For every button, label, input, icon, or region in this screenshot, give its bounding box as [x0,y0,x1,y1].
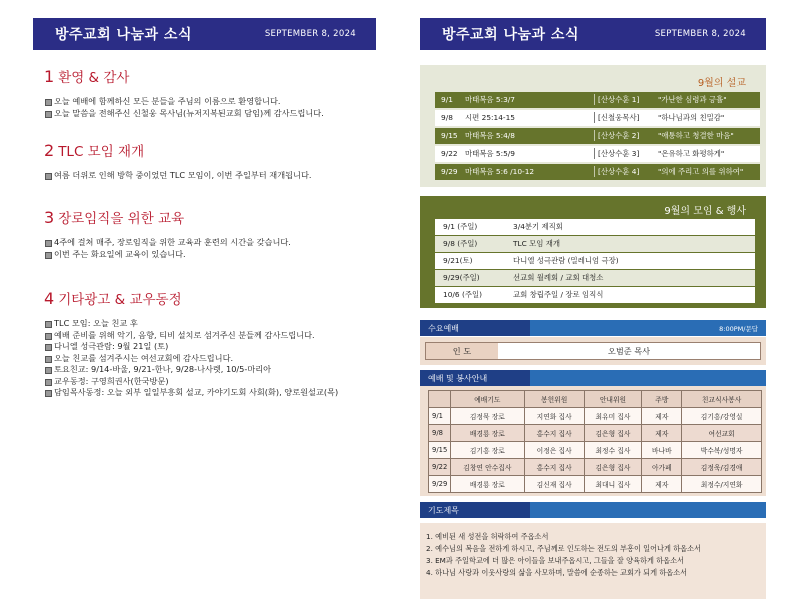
sermon-row: 9/15 마태복음 5:4/8 [산상수훈 2] "애통하고 청결한 마음" [435,128,760,144]
page-title: 방주교회 나눔과 소식 [55,27,192,43]
event-row: 9/8 (주일) TLC 모임 재개 [435,236,755,252]
sermon-row: 9/1 마태복음 5:3/7 [산상수훈 1] "가난한 심령과 긍휼" [435,92,760,108]
column-header: 예배기도 [450,391,524,408]
service-time: 8:00PM/문답 [719,324,758,333]
prayer-label: 기도제목 [420,502,530,518]
bullet-item: 여름 더위로 인해 방학 중이었던 TLC 모임이, 이번 주일부터 재개됩니다. [44,170,374,182]
table-row: 9/15 김기흥 장로 이정은 집사 최정수 집사 바나바 박수복/성명자 [429,442,762,459]
sermon-row: 9/29 마태복음 5:6 /10-12 [산상수훈 4] "의에 주리고 의를 위하여" [435,164,760,180]
events-schedule [420,196,766,308]
prayer-box [420,523,766,599]
page-date: SEPTEMBER 8, 2024 [264,29,356,39]
header-bar-right [420,18,766,50]
serving-header [420,370,766,386]
bullet-item: 오늘 친교를 섬겨주시는 여선교회에 감사드립니다. [44,353,374,365]
table-row: 9/8 배경룡 장로 홍수지 집사 김은형 집사 제자 여선교회 [429,425,762,442]
sermon-row: 9/22 마태복음 5:5/9 [산상수훈 3] "온유하고 화평하게" [435,146,760,162]
column-header [429,391,451,408]
sermon-row: 9/8 시편 25:14-15 [신철웅목사] "하나님과의 친밀감" [435,110,760,126]
section-elder-training [44,207,374,260]
column-header: 주방 [642,391,682,408]
page-date: SEPTEMBER 8, 2024 [654,29,746,39]
prayer-item: 2. 예수님의 복음을 전하게 하시고, 주님께로 인도하는 전도의 부흥이 일어나게 하옵소서 [426,544,702,553]
serving-label: 예배 및 봉사안내 [420,370,530,386]
section-announcements [44,288,374,399]
sermon-schedule [420,65,766,187]
events-title: 9월의 모임 & 행사 [664,206,746,217]
table-row: 9/29 배경룡 장로 김신재 집사 최대니 집사 제자 최정수/지연화 [429,476,762,493]
header-bar-left [33,18,376,50]
prayer-item: 1. 예비된 새 성전을 허락하여 주옵소서 [426,532,549,541]
column-header: 안내위원 [584,391,642,408]
section-tlc [44,140,374,182]
column-header: 친교식사봉사 [682,391,762,408]
page-title: 방주교회 나눔과 소식 [442,27,579,43]
service-label: 수요예배 [420,320,530,336]
service-role: 인 도 [426,343,498,359]
prayer-header [420,502,766,518]
serving-box [420,386,766,496]
prayer-item: 3. EM과 주일학교에 더 많은 아이들을 보내주옵시고, 그들을 잘 양육하게 하옵소서 [426,556,684,565]
service-leader: 오범준 목사 [498,343,760,359]
bullet-item: 다니엘 성극관람: 9월 21일 (토) [44,341,374,353]
bullet-item: 담임목사동정: 오늘 외부 일일부흥회 설교, 카야기도회 사회(화), 양로원설교(목) [44,387,374,399]
bullet-item: 오늘 말씀을 전해주신 신철웅 목사님(뉴저지복된교회 담임)께 감사드립니다. [44,108,374,120]
bullet-item: 예배 준비를 위해 악기, 음향, 티비 설치로 섬겨주신 분들께 감사드립니다. [44,330,374,342]
column-header: 봉헌위원 [524,391,584,408]
table-row: 9/1 김정묵 장로 지연화 집사 최유미 집사 제자 김기흥/강영실 [429,408,762,425]
service-header [420,320,766,336]
event-row: 10/6 (주일) 교회 창립주일 / 장로 임직식 [435,287,755,303]
bullet-item: 오늘 예배에 함께하신 모든 분들을 주님의 이름으로 환영합니다. [44,96,374,108]
bullet-item: 이번 주는 화요일에 교육이 있습니다. [44,249,374,261]
section-heading: 2 TLC 모임 재개 [44,141,145,160]
section-heading: 1 환영 & 감사 [44,67,130,86]
event-row: 9/29(주일) 선교회 월례회 / 교회 대청소 [435,270,755,286]
service-row [425,342,761,360]
sermon-title: 9월의 설교 [697,78,746,89]
table-row: 9/22 김창연 안수집사 홍수지 집사 김은형 집사 아가페 김정욱/김경애 [429,459,762,476]
section-heading: 3 장로임직을 위한 교육 [44,208,185,227]
bullet-item: TLC 모임: 오늘 친교 후 [44,318,374,330]
prayer-item: 4. 하나님 사랑과 이웃사랑의 삶을 사모하며, 말씀에 순종하는 교회가 되게 하옵소서 [426,568,688,577]
event-row: 9/21(토) 다니엘 성극관람 (밀레니엄 극장) [435,253,755,269]
event-row: 9/1 (주일) 3/4분기 제직회 [435,219,755,235]
section-welcome [44,66,374,119]
service-box [420,337,766,365]
bullet-item: 교우동정: 구영희권사(한국방문) [44,376,374,388]
section-heading: 4 기타광고 & 교우동정 [44,289,182,308]
table-header-row [429,391,762,408]
serving-table [428,390,762,493]
bullet-item: 토요친교: 9/14-바울, 9/21-한나, 9/28-나사렛, 10/5-마리아 [44,364,374,376]
bullet-item: 4주에 걸쳐 매주, 장로임직을 위한 교육과 훈련의 시간을 갖습니다. [44,237,374,249]
